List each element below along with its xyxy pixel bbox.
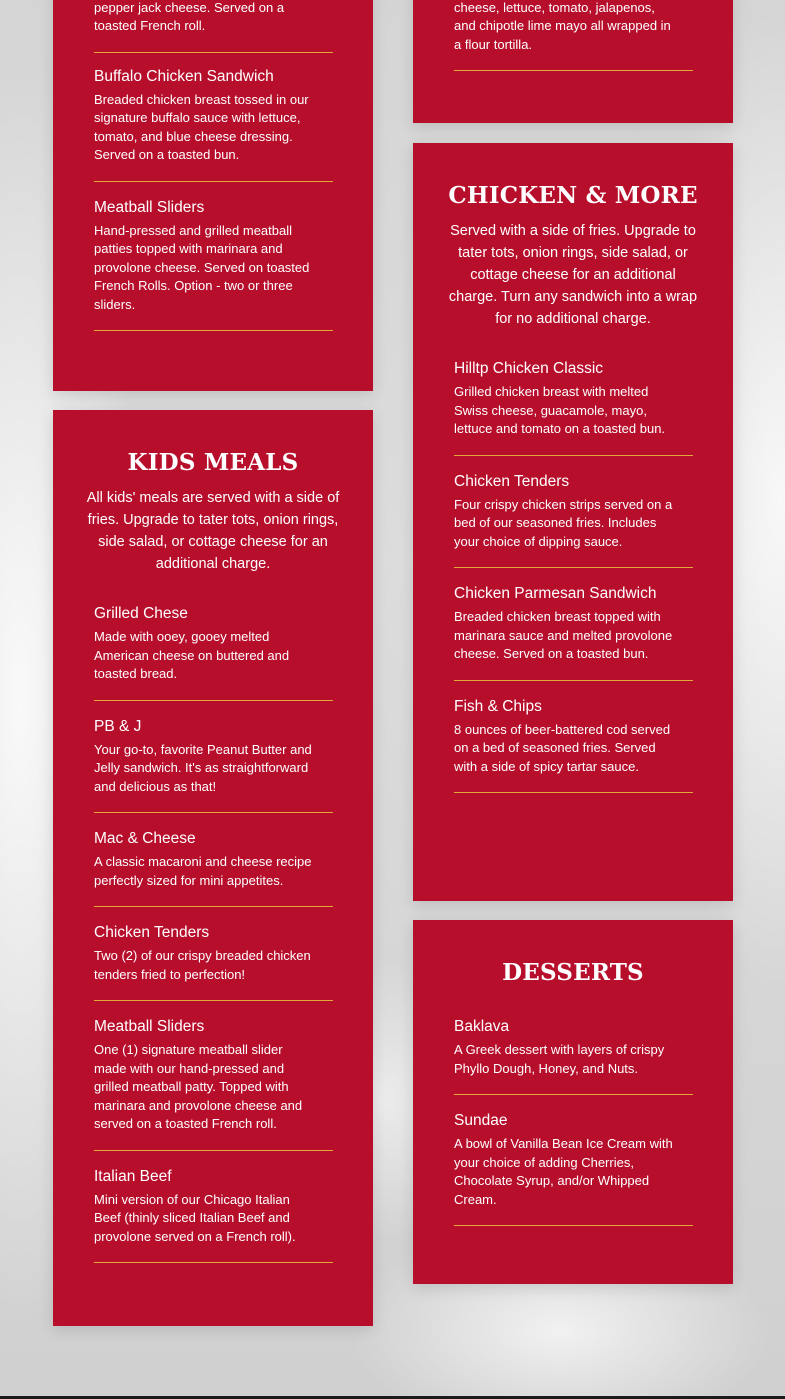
menu-item-name: Chicken Parmesan Sandwich [454,585,657,602]
menu-item-name: Chicken Tenders [454,472,570,490]
menu-item-description: A Greek dessert with layers of crispy Phyllo Dough, Honey, and Nuts. [454,1042,665,1076]
chicken-more-intro: Served with a side of fries. Upgrade to tater tots, onion rings, side salad, or cottage cheese for an additional charge. Turn any sandwich into a wrap for no additional charge. [448,223,698,327]
menu-item-description: Hand-pressed and grilled meatball patties topped with marinara and provolone cheese. Served on toasted French Rolls. Option - two or three sliders. [94,222,310,312]
menu-item-name: Chicken Tenders [94,924,210,941]
desserts-card [413,920,733,1284]
menu-item-name: Hilltp Chicken Classic [454,360,604,377]
menu-item [94,829,333,907]
kids-meals-card [53,410,373,1326]
menu-item-name: Baklava [454,1018,510,1035]
menu-item-description: pepper jack cheese. Served on a toasted French roll. [94,0,285,33]
menu-item-description: Made with ooey, gooey melted American cheese on buttered and toasted bread. [94,629,290,681]
menu-item [94,198,333,332]
menu-item [94,717,333,814]
chicken-more-title: CHICKEN & MORE [448,182,698,209]
menu-item [94,923,333,1001]
menu-item-description: A bowl of Vanilla Bean Ice Cream with your choice of adding Cherries, Chocolate Syrup, and/or Whipped Cream. [454,1136,673,1207]
menu-item-description: 8 ounces of beer-battered cod served on a bed of seasoned fries. Served with a side of spicy tartar sauce. [454,721,671,774]
menu-item [94,1167,333,1264]
right-top-menu-card [413,0,733,123]
desserts-title: DESSERTS [502,959,644,986]
menu-item-description: Four crispy chicken strips served on a bed of our seasoned fries. Includes your choice of dipping sauce. [454,496,673,549]
menu-item-name: Buffalo Chicken Sandwich [94,67,274,85]
menu-item-name: Mac & Cheese [94,830,196,847]
kids-meals-title: KIDS MEALS [127,449,299,476]
menu-item-name: Meatball Sliders [94,198,205,216]
menu-item [454,359,693,456]
menu-item [454,1017,693,1095]
menu-item-description: A classic macaroni and cheese recipe perfectly sized for mini appetites. [94,854,312,888]
menu-item-description: Grilled chicken breast with melted Swiss cheese, guacamole, mayo, lettuce and tomato on a toasted bun. [454,384,666,436]
chicken-more-card [413,143,733,901]
left-top-item-list [94,0,333,347]
menu-item-name: Grilled Chese [94,605,188,622]
menu-item-description: Mini version of our Chicago Italian Beef (thinly sliced Italian Beef and provolone served on a French roll). [94,1191,296,1244]
menu-item-name: PB & J [94,717,142,735]
right-top-item-list [454,0,693,87]
kids-meals-item-list [94,604,333,1279]
menu-item [454,697,693,794]
menu-item-description: Two (2) of our crispy breaded chicken tenders fried to perfection! [94,948,311,982]
menu-item [94,67,333,182]
menu-item-description: Breaded chicken breast tossed in our signature buffalo sauce with lettuce, tomato, and blue cheese dressing. Served on a toasted bun. [94,91,309,162]
menu-item-name: Fish & Chips [454,697,542,715]
menu-item [454,472,693,569]
kids-meals-intro: All kids' meals are served with a side of fries. Upgrade to tater tots, onion rings, side salad, or cottage cheese for an additional charge. [86,490,340,572]
menu-item-name: Italian Beef [94,1167,172,1185]
menu-item [454,584,693,681]
menu-item [94,604,333,701]
menu-item-name: Meatball Sliders [94,1018,205,1035]
menu-item-description: cheese, lettuce, tomato, jalapenos, and chipotle lime mayo all wrapped in a flour tortilla. [454,0,671,52]
menu-item [454,0,693,71]
menu-item-description: Your go-to, favorite Peanut Butter and Jelly sandwich. It's as straightforward and delicious as that! [94,741,312,794]
desserts-item-list [454,1017,693,1242]
chicken-more-item-list [454,359,693,809]
menu-item [94,1017,333,1151]
menu-item-description: One (1) signature meatball slider made with our hand-pressed and grilled meatball patty. Topped with marinara and provolone cheese and served on a toasted French roll. [94,1042,303,1131]
menu-item [454,1111,693,1226]
left-top-menu-card [53,0,373,391]
menu-item [94,0,333,53]
menu-item-name: Sundae [454,1112,508,1129]
menu-item-description: Breaded chicken breast topped with marinara sauce and melted provolone cheese. Served on a toasted bun. [454,609,673,661]
